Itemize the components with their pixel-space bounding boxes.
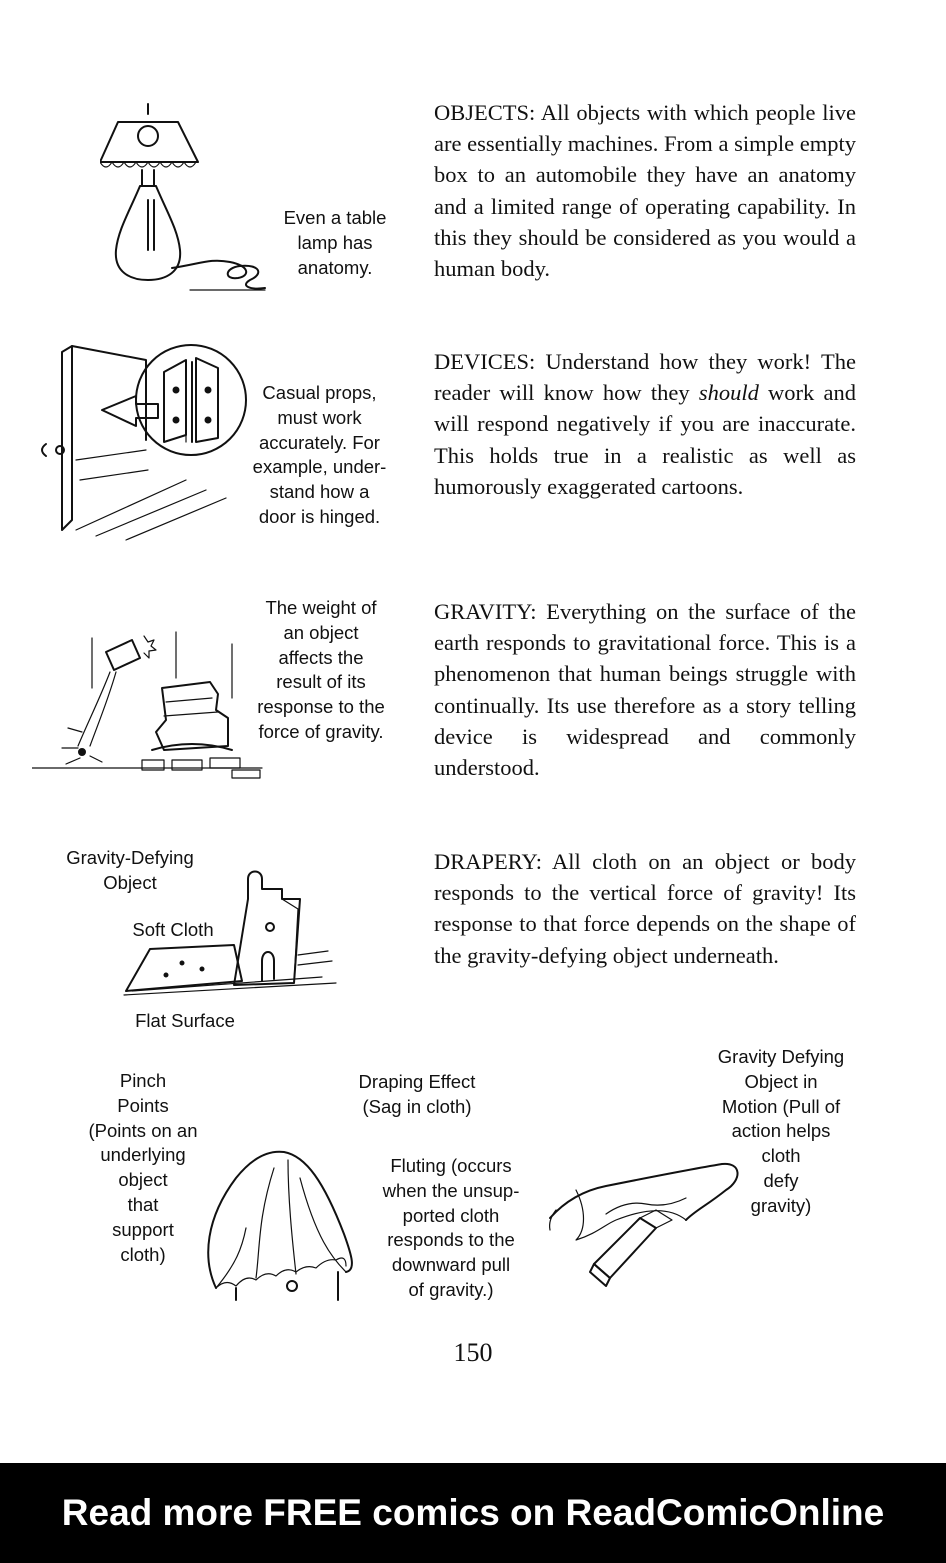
devices-paragraph [434, 346, 856, 502]
draping-effect-label: Draping Effect (Sag in cloth) [358, 1071, 476, 1117]
page-number: 150 [453, 1338, 493, 1367]
falling-objects-illustration [32, 628, 274, 780]
pinch-points-label: Pinch Points (Points on an underlying object that support cloth) [88, 1070, 198, 1265]
weight-caption: The weight of an object affects the result of its response to the force of gravity. [257, 597, 385, 742]
soft-cloth-label: Soft Cloth [132, 919, 214, 940]
devices-text-emphasis: should [698, 380, 759, 406]
banner-text[interactable]: Read more FREE comics on ReadComicOnline [61, 1492, 885, 1533]
objects-paragraph: OBJECTS: All objects with which people live are essentially machines. From a simple empty box to an automobile they have an anatomy and a limited range of operating capability. In this they should be considered as you would a human body. [434, 100, 856, 282]
devices-text-start: DEVICES: Understand how they work! The reader will know how they [434, 349, 856, 406]
door-caption: Casual props, must work accurately. For example, under- stand how a door is hinged. [252, 382, 387, 527]
gravity-paragraph: GRAVITY: Everything on the surface of the earth responds to gravitational force. This is a phenomenon that human beings struggle with continually. Its use therefore as a story telling device is widespread and commonly understood. [434, 599, 856, 781]
drapery-block-illustration [122, 865, 337, 1000]
fluting-label: Fluting (occurs when the unsup- ported cloth responds to the downward pull of gravity.) [382, 1155, 520, 1300]
lamp-caption: Even a table lamp has anatomy. [283, 207, 387, 278]
devices-text-end: work and will respond negatively if you are inaccurate. This holds true in a realistic as well as humorously exaggerated cartoons. [434, 380, 857, 499]
drapery-paragraph: DRAPERY: All cloth on an object or body responds to the vertical force of gravity! Its response to that force depends on the shape of the gravity-defying object underneath. [434, 849, 856, 968]
motion-label: Gravity Defying Object in Motion (Pull of action helps cloth defy gravity) [717, 1046, 845, 1216]
draped-cloth-illustration [196, 1138, 364, 1302]
gravity-defying-object-label: Gravity-Defying Object [66, 847, 194, 893]
promo-banner[interactable] [0, 1463, 946, 1563]
flat-surface-label: Flat Surface [135, 1010, 235, 1031]
table-lamp-illustration [100, 100, 270, 295]
door-hinge-illustration [36, 330, 251, 542]
